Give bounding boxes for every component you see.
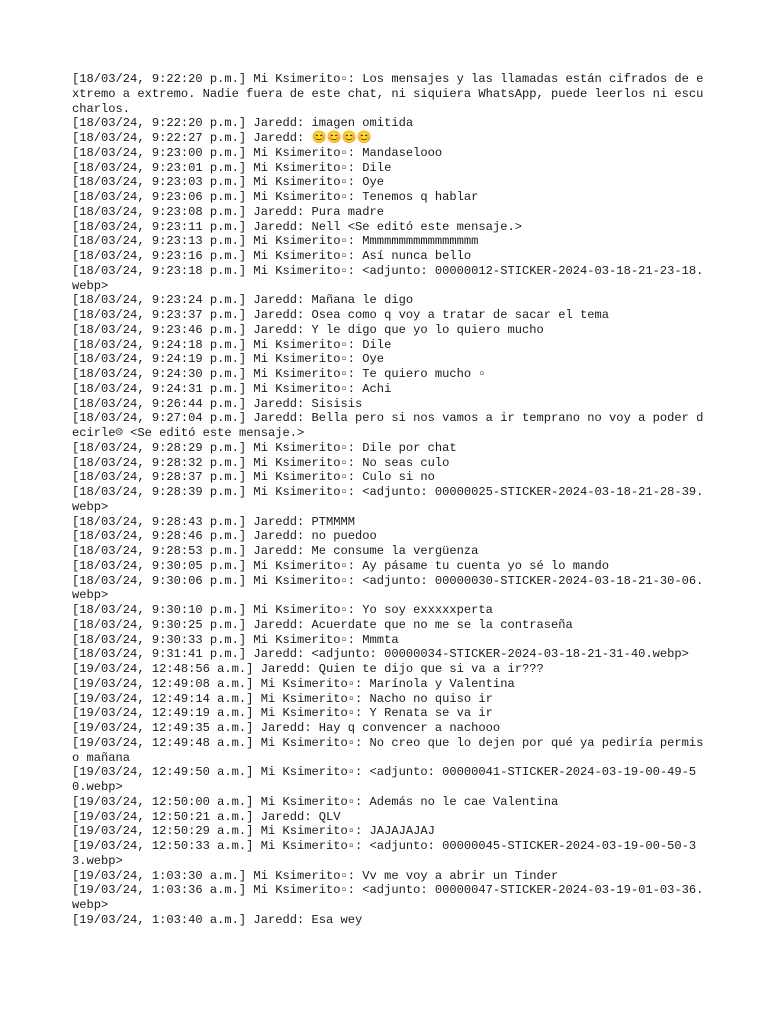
chat-line: [18/03/24, 9:22:27 p.m.] Jaredd: 😊😊😊😊 xyxy=(72,131,372,145)
chat-line: [18/03/24, 9:30:10 p.m.] Mi Ksimerito▫: Yo soy exxxxxperta xyxy=(72,603,493,617)
chat-line: [18/03/24, 9:23:46 p.m.] Jaredd: Y le digo que yo lo quiero mucho xyxy=(72,322,544,337)
chat-line: [19/03/24, 1:03:36 a.m.] Mi Ksimerito▫: <adjunto: 00000047-STICKER-2024-03-19-01-03-36.webp> xyxy=(72,883,704,912)
chat-line: [18/03/24, 9:23:16 p.m.] Mi Ksimerito▫: Así nunca bello xyxy=(72,249,472,263)
chat-line: [18/03/24, 9:22:20 p.m.] Mi Ksimerito▫: Los mensajes y las llamadas están cifrados de extremo a extremo. Nadie fuera de este chat, ni siquiera WhatsApp, puede leerlos ni escucharlos. xyxy=(72,72,704,116)
chat-line: [18/03/24, 9:23:06 p.m.] Mi Ksimerito▫: Tenemos q hablar xyxy=(72,190,479,204)
chat-line: [18/03/24, 9:23:18 p.m.] Mi Ksimerito▫: <adjunto: 00000012-STICKER-2024-03-18-21-23-18.webp> xyxy=(72,263,704,293)
chat-line: [19/03/24, 12:49:35 a.m.] Jaredd: Hay q convencer a nachooo xyxy=(72,721,501,735)
chat-line: [19/03/24, 1:03:40 a.m.] Jaredd: Esa wey xyxy=(72,912,363,927)
chat-line: [18/03/24, 9:23:03 p.m.] Mi Ksimerito▫: Oye xyxy=(72,175,385,190)
chat-line: [19/03/24, 12:48:56 a.m.] Jaredd: Quien te dijo que si va a ir??? xyxy=(72,662,544,676)
chat-line: [18/03/24, 9:23:00 p.m.] Mi Ksimerito▫: Mandaselooo xyxy=(72,145,443,160)
chat-line: [18/03/24, 9:28:53 p.m.] Jaredd: Me consume la vergüenza xyxy=(72,544,479,558)
chat-line: [19/03/24, 12:50:21 a.m.] Jaredd: QLV xyxy=(72,809,341,824)
chat-line: [19/03/24, 12:49:14 a.m.] Mi Ksimerito▫: Nacho no quiso ir xyxy=(72,691,493,706)
chat-line: [18/03/24, 9:23:13 p.m.] Mi Ksimerito▫: Mmmmmmmmmmmmmmmm xyxy=(72,234,479,249)
chat-line: [18/03/24, 9:28:39 p.m.] Mi Ksimerito▫: <adjunto: 00000025-STICKER-2024-03-18-21-28-39.webp> xyxy=(72,485,704,514)
chat-line: [18/03/24, 9:23:24 p.m.] Jaredd: Mañana le digo xyxy=(72,293,414,308)
chat-line: [18/03/24, 9:28:37 p.m.] Mi Ksimerito▫: Culo si no xyxy=(72,470,435,485)
chat-line: [18/03/24, 9:28:29 p.m.] Mi Ksimerito▫: Dile por chat xyxy=(72,440,457,455)
chat-line: [18/03/24, 9:23:01 p.m.] Mi Ksimerito▫: Dile xyxy=(72,160,392,175)
chat-line: [18/03/24, 9:23:11 p.m.] Jaredd: Nell <Se editó este mensaje.> xyxy=(72,219,522,234)
chat-line: [19/03/24, 12:50:00 a.m.] Mi Ksimerito▫: Además no le cae Valentina xyxy=(72,794,559,809)
chat-line: [18/03/24, 9:30:06 p.m.] Mi Ksimerito▫: <adjunto: 00000030-STICKER-2024-03-18-21-30-06.webp> xyxy=(72,573,704,603)
chat-line: [18/03/24, 9:30:33 p.m.] Mi Ksimerito▫: Mmmta xyxy=(72,632,399,647)
chat-line: [18/03/24, 9:23:08 p.m.] Jaredd: Pura madre xyxy=(72,204,385,219)
chat-line: [19/03/24, 12:49:48 a.m.] Mi Ksimerito▫: No creo que lo dejen por qué ya pediría permiso mañana xyxy=(72,735,704,765)
chat-line: [18/03/24, 9:28:32 p.m.] Mi Ksimerito▫: No seas culo xyxy=(72,455,450,470)
chat-line: [19/03/24, 12:49:08 a.m.] Mi Ksimerito▫: Marínola y Valentina xyxy=(72,676,515,691)
chat-line: [18/03/24, 9:28:43 p.m.] Jaredd: PTMMMM xyxy=(72,514,356,529)
chat-line: [19/03/24, 12:49:50 a.m.] Mi Ksimerito▫: <adjunto: 00000041-STICKER-2024-03-19-00-49-50.webp> xyxy=(72,765,697,794)
chat-log xyxy=(72,72,706,928)
chat-line: [18/03/24, 9:24:19 p.m.] Mi Ksimerito▫: Oye xyxy=(72,352,385,367)
chat-line: [18/03/24, 9:28:46 p.m.] Jaredd: no puedoo xyxy=(72,529,377,544)
chat-line: [18/03/24, 9:22:20 p.m.] Jaredd: imagen omitida xyxy=(72,116,414,131)
chat-line: [19/03/24, 12:50:33 a.m.] Mi Ksimerito▫: <adjunto: 00000045-STICKER-2024-03-19-00-50-33.webp> xyxy=(72,839,697,868)
chat-line: [18/03/24, 9:30:25 p.m.] Jaredd: Acuerdate que no me se la contraseña xyxy=(72,617,573,632)
chat-line: [18/03/24, 9:31:41 p.m.] Jaredd: <adjunto: 00000034-STICKER-2024-03-18-21-31-40.webp> xyxy=(72,647,689,662)
chat-line: [18/03/24, 9:24:31 p.m.] Mi Ksimerito▫: Achi xyxy=(72,381,392,396)
chat-line: [19/03/24, 1:03:30 a.m.] Mi Ksimerito▫: Vv me voy a abrir un Tinder xyxy=(72,868,559,883)
chat-line: [18/03/24, 9:23:37 p.m.] Jaredd: Osea como q voy a tratar de sacar el tema xyxy=(72,308,610,322)
chat-line: [18/03/24, 9:27:04 p.m.] Jaredd: Bella pero si nos vamos a ir temprano no voy a poder decirle☹ <Se editó este mensaje.> xyxy=(72,411,704,440)
chat-line: [18/03/24, 9:24:18 p.m.] Mi Ksimerito▫: Dile xyxy=(72,337,392,352)
chat-line: [18/03/24, 9:30:05 p.m.] Mi Ksimerito▫: Ay pásame tu cuenta yo sé lo mando xyxy=(72,558,610,573)
chat-line: [18/03/24, 9:26:44 p.m.] Jaredd: Sisisis xyxy=(72,396,363,411)
chat-line: [19/03/24, 12:49:19 a.m.] Mi Ksimerito▫: Y Renata se va ir xyxy=(72,706,493,721)
chat-line: [19/03/24, 12:50:29 a.m.] Mi Ksimerito▫: JAJAJAJAJ xyxy=(72,824,435,839)
chat-line: [18/03/24, 9:24:30 p.m.] Mi Ksimerito▫: Te quiero mucho ▫ xyxy=(72,367,486,381)
